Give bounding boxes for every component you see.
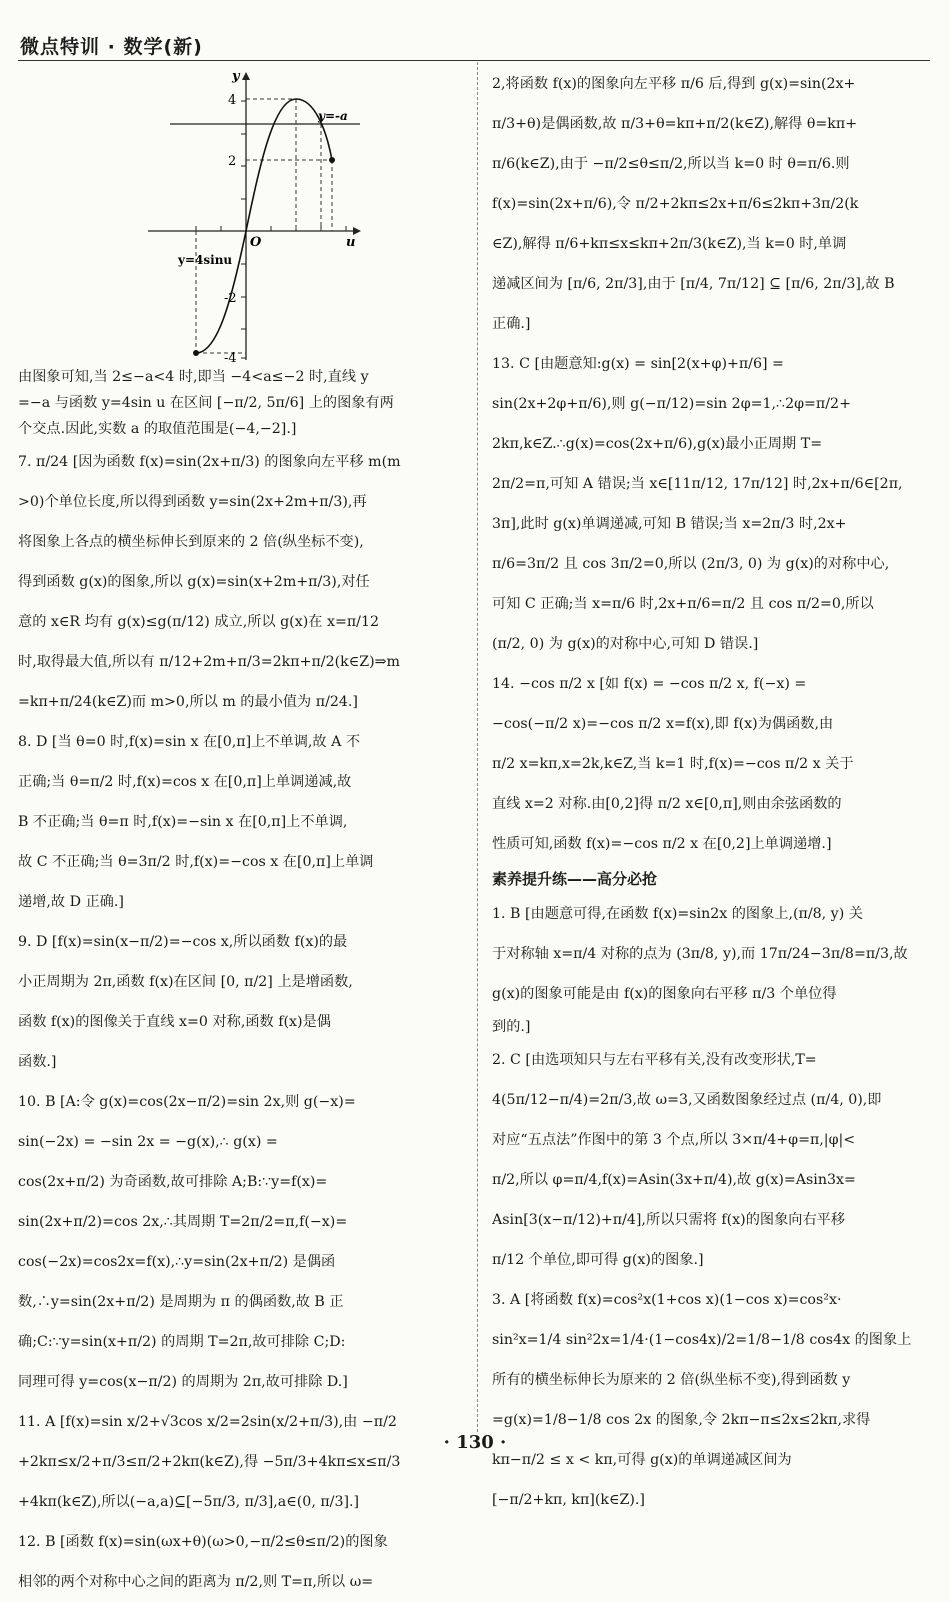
text-line: 11. A [f(x)=sin x/2+√3cos x/2=2sin(x/2+π/3),由 −π/2 bbox=[18, 1414, 397, 1430]
text-line: 函数 f(x)的图像关于直线 x=0 对称,函数 f(x)是偶 bbox=[18, 1014, 331, 1030]
text-line: B 不正确;当 θ=π 时,f(x)=−sin x 在[0,π]上不单调, bbox=[18, 814, 348, 830]
text-line: 数,∴y=sin(2x+π/2) 是周期为 π 的偶函数,故 B 正 bbox=[18, 1294, 344, 1310]
sine-graph-figure bbox=[18, 64, 466, 364]
y-axis-label: y bbox=[232, 69, 240, 84]
column-divider bbox=[477, 62, 478, 1432]
text-line: π/2,所以 φ=π/4,f(x)=Asin(3x+π/4),故 g(x)=Asin3x= bbox=[492, 1172, 856, 1188]
origin-label: O bbox=[250, 235, 262, 250]
text-line: 直线 x=2 对称.由[0,2]得 π/2 x∈[0,π],则由余弦函数的 bbox=[492, 796, 842, 812]
text-line: −cos(−π/2 x)=−cos π/2 x=f(x),即 f(x)为偶函数,由 bbox=[492, 716, 834, 732]
text-line: 函数.] bbox=[18, 1054, 57, 1070]
text-line: 确;C:∵y=sin(x+π/2) 的周期 T=2π,故可排除 C;D: bbox=[18, 1334, 346, 1350]
text-line: =kπ+π/24(k∈Z)而 m>0,所以 m 的最小值为 π/24.] bbox=[18, 694, 358, 710]
line-label: y=-a bbox=[318, 109, 348, 123]
text-line: 3. A [将函数 f(x)=cos²x(1+cos x)(1−cos x)=cos²x· bbox=[492, 1292, 842, 1308]
text-line: g(x)的图象可能是由 f(x)的图象向右平移 π/3 个单位得 bbox=[492, 986, 837, 1002]
curve-label: y=4sinu bbox=[178, 253, 233, 267]
text-line: π/6=3π/2 且 cos 3π/2=0,所以 (2π/3, 0) 为 g(x)的对称中心, bbox=[492, 556, 890, 572]
tick-label-neg2: -2 bbox=[224, 291, 237, 306]
text-line: 由图象可知,当 2≤−a<4 时,即当 −4<a≤−2 时,直线 y bbox=[18, 369, 369, 385]
text-line: >0)个单位长度,所以得到函数 y=sin(2x+2m+π/3),再 bbox=[18, 494, 367, 510]
text-line: 于对称轴 x=π/4 对称的点为 (3π/8, y),而 17π/24−3π/8=π/3,故 bbox=[492, 946, 908, 962]
left-column-text bbox=[18, 364, 466, 1602]
text-line: π/3+θ)是偶函数,故 π/3+θ=kπ+π/2(k∈Z),解得 θ=kπ+ bbox=[492, 116, 858, 132]
text-line: f(x)=sin(2x+π/6),令 π/2+2kπ≤2x+π/6≤2kπ+3π/2(k bbox=[492, 196, 859, 212]
text-line: 相邻的两个对称中心之间的距离为 π/2,则 T=π,所以 ω= bbox=[18, 1574, 374, 1590]
text-line: 同理可得 y=cos(x−π/2) 的周期为 2π,故可排除 D.] bbox=[18, 1374, 348, 1390]
tick-label-4: 4 bbox=[228, 93, 237, 108]
text-line: sin(2x+2φ+π/6),则 g(−π/12)=sin 2φ=1,∴2φ=π/2+ bbox=[492, 396, 851, 412]
text-line: kπ−π/2 ≤ x < kπ,可得 g(x)的单调递减区间为 bbox=[492, 1452, 792, 1468]
page-header bbox=[18, 30, 930, 61]
header-title: 微点特训 · 数学(新) bbox=[20, 36, 203, 58]
text-line: =−a 与函数 y=4sin u 在区间 [−π/2, 5π/6] 上的图象有两 bbox=[18, 395, 394, 411]
x-axis-arrow bbox=[353, 227, 361, 235]
text-line: 个交点.因此,实数 a 的取值范围是(−4,−2].] bbox=[18, 421, 297, 437]
text-line: 2π/2=π,可知 A 错误;当 x∈[11π/12, 17π/12] 时,2x+π/6∈[2π, bbox=[492, 476, 903, 492]
text-line: 14. −cos π/2 x [如 f(x) = −cos π/2 x, f(−x) = bbox=[492, 676, 807, 692]
text-line: sin(2x+π/2)=cos 2x,∴其周期 T=2π/2=π,f(−x)= bbox=[18, 1214, 348, 1230]
text-line: π/2 x=kπ,x=2k,k∈Z,当 k=1 时,f(x)=−cos π/2 x 关于 bbox=[492, 756, 854, 772]
text-line: 所有的横坐标伸长为原来的 2 倍(纵坐标不变),得到函数 y bbox=[492, 1372, 851, 1388]
y-axis-arrow bbox=[242, 72, 250, 80]
tick-label-neg4: -4 bbox=[224, 351, 237, 364]
left-column bbox=[18, 64, 466, 1602]
right-column bbox=[492, 64, 932, 1520]
text-line: 10. B [A:令 g(x)=cos(2x−π/2)=sin 2x,则 g(−x)= bbox=[18, 1094, 356, 1110]
text-line: 时,取得最大值,所以有 π/12+2m+π/3=2kπ+π/2(k∈Z)⇒m bbox=[18, 654, 400, 670]
text-line: (π/2, 0) 为 g(x)的对称中心,可知 D 错误.] bbox=[492, 636, 759, 652]
text-line: Asin[3(x−π/12)+π/4],所以只需将 f(x)的图象向右平移 bbox=[492, 1212, 846, 1228]
text-line: 递增,故 D 正确.] bbox=[18, 894, 124, 910]
text-line: =g(x)=1/8−1/8 cos 2x 的图象,令 2kπ−π≤2x≤2kπ,求得 bbox=[492, 1412, 871, 1428]
text-line: 正确.] bbox=[492, 316, 531, 332]
sine-curve bbox=[196, 99, 332, 353]
right-column-text bbox=[492, 64, 932, 864]
text-line: 4(5π/12−π/4)=2π/3,故 ω=3,又函数图象经过点 (π/4, 0),即 bbox=[492, 1092, 882, 1108]
text-line: 7. π/24 [因为函数 f(x)=sin(2x+π/3) 的图象向左平移 m(m bbox=[18, 454, 401, 470]
text-line: 意的 x∈R 均有 g(x)≤g(π/12) 成立,所以 g(x)在 x=π/12 bbox=[18, 614, 379, 630]
curve-end-point bbox=[329, 157, 335, 163]
text-line: cos(−2x)=cos2x=f(x),∴y=sin(2x+π/2) 是偶函 bbox=[18, 1254, 336, 1270]
text-line: 得到函数 g(x)的图象,所以 g(x)=sin(x+2m+π/3),对任 bbox=[18, 574, 370, 590]
text-line: sin²x=1/4 sin²2x=1/4·(1−cos4x)/2=1/8−1/8 cos4x 的图象上 bbox=[492, 1332, 912, 1348]
text-line: 可知 C 正确;当 x=π/6 时,2x+π/6=π/2 且 cos π/2=0,所以 bbox=[492, 596, 874, 612]
text-line: 故 C 不正确;当 θ=3π/2 时,f(x)=−cos x 在[0,π]上单调 bbox=[18, 854, 374, 870]
text-line: 到的.] bbox=[492, 1019, 531, 1035]
text-line: sin(−2x) = −sin 2x = −g(x),∴ g(x) = bbox=[18, 1134, 278, 1150]
text-line: ∈Z),解得 π/6+kπ≤x≤kπ+2π/3(k∈Z),当 k=0 时,单调 bbox=[492, 236, 847, 252]
text-line: π/6(k∈Z),由于 −π/2≤θ≤π/2,所以当 k=0 时 θ=π/6.则 bbox=[492, 156, 850, 172]
text-line: 13. C [由题意知:g(x) = sin[2(x+φ)+π/6] = bbox=[492, 356, 784, 372]
text-line: 9. D [f(x)=sin(x−π/2)=−cos x,所以函数 f(x)的最 bbox=[18, 934, 348, 950]
section-title: 素养提升练——高分必抢 bbox=[492, 870, 658, 888]
text-line: π/12 个单位,即可得 g(x)的图象.] bbox=[492, 1252, 704, 1268]
curve-start-point bbox=[193, 350, 199, 356]
text-line: 正确;当 θ=π/2 时,f(x)=cos x 在[0,π]上单调递减,故 bbox=[18, 774, 352, 790]
text-line: +4kπ(k∈Z),所以(−a,a)⊆[−5π/3, π/3],a∈(0, π/3].] bbox=[18, 1494, 360, 1510]
text-line: +2kπ≤x/2+π/3≤π/2+2kπ(k∈Z),得 −5π/3+4kπ≤x≤π/3 bbox=[18, 1454, 401, 1470]
text-line: 3π],此时 g(x)单调递减,可知 B 错误;当 x=2π/3 时,2x+ bbox=[492, 516, 847, 532]
text-line: 2kπ,k∈Z.∴g(x)=cos(2x+π/6),g(x)最小正周期 T= bbox=[492, 436, 823, 452]
text-line: 2,将函数 f(x)的图象向左平移 π/6 后,得到 g(x)=sin(2x+ bbox=[492, 76, 856, 92]
tick-label-2: 2 bbox=[228, 154, 237, 169]
page-number: · 130 · bbox=[443, 1432, 507, 1453]
text-line: 将图象上各点的横坐标伸长到原来的 2 倍(纵坐标不变), bbox=[18, 534, 364, 550]
text-line: 递减区间为 [π/6, 2π/3],由于 [π/4, 7π/12] ⊆ [π/6, 2π/3],故 B bbox=[492, 276, 895, 292]
text-line: 对应“五点法”作图中的第 3 个点,所以 3×π/4+φ=π,|φ|< bbox=[492, 1132, 856, 1148]
text-line: [−π/2+kπ, kπ](k∈Z).] bbox=[492, 1492, 645, 1508]
text-line: 1. B [由题意可得,在函数 f(x)=sin2x 的图象上,(π/8, y) 关 bbox=[492, 906, 863, 922]
text-line: cos(2x+π/2) 为奇函数,故可排除 A;B:∵y=f(x)= bbox=[18, 1174, 328, 1190]
text-line: 12. B [函数 f(x)=sin(ωx+θ)(ω>0,−π/2≤θ≤π/2)的图象 bbox=[18, 1534, 388, 1550]
text-line: 2. C [由选项知只与左右平移有关,没有改变形状,T= bbox=[492, 1052, 817, 1068]
sine-graph bbox=[148, 68, 378, 364]
x-axis-label: u bbox=[346, 235, 356, 250]
right-column-text-after bbox=[492, 894, 932, 1520]
text-line: 小正周期为 2π,函数 f(x)在区间 [0, π/2] 上是增函数, bbox=[18, 974, 353, 990]
text-line: 性质可知,函数 f(x)=−cos π/2 x 在[0,2]上单调递增.] bbox=[492, 836, 832, 852]
text-line: 8. D [当 θ=0 时,f(x)=sin x 在[0,π]上不单调,故 A 不 bbox=[18, 734, 361, 750]
